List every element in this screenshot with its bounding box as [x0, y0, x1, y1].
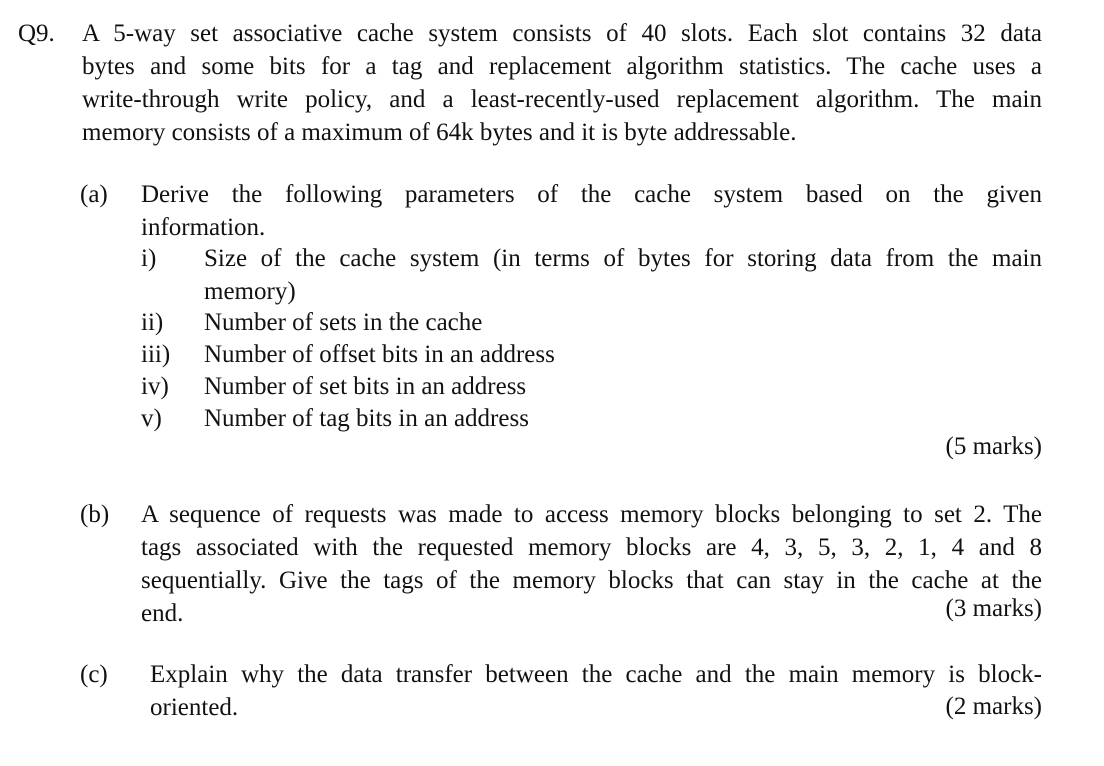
item-iv-label: iv) — [141, 373, 169, 400]
part-a-line: Derive the following parameters of the cache system based on the given — [141, 181, 1042, 208]
item-iii-text: Number of offset bits in an address — [204, 341, 555, 368]
part-c-label: (c) — [80, 661, 108, 688]
item-i-line: memory) — [204, 278, 296, 305]
item-iv-text: Number of set bits in an address — [204, 373, 527, 400]
part-b-line: sequentially. Give the tags of the memory blocks that can stay in the cache at the — [141, 567, 1042, 594]
item-i-text — [204, 242, 1042, 308]
item-i-line: Size of the cache system (in terms of bytes for storing data from the main — [204, 245, 1042, 272]
part-a-line: information. — [141, 214, 266, 241]
part-c-text — [150, 658, 1042, 724]
part-b-marks: (3 marks) — [945, 595, 1042, 622]
stem-line: write-through write policy, and a least-recently-used replacement algorithm. The main — [82, 86, 1042, 113]
part-b-label: (b) — [80, 501, 110, 528]
question-number: Q9. — [18, 20, 55, 47]
stem-line: A 5-way set associative cache system consists of 40 slots. Each slot contains 32 data — [82, 20, 1042, 47]
part-b-line: A sequence of requests was made to access memory blocks belonging to set 2. The — [141, 501, 1042, 528]
item-ii-label: ii) — [141, 309, 164, 336]
part-c-line: Explain why the data transfer between the cache and the main memory is block- — [150, 661, 1042, 688]
part-b-text — [141, 498, 1042, 630]
part-b-line: tags associated with the requested memory blocks are 4, 3, 5, 3, 2, 1, 4 and 8 — [141, 534, 1042, 561]
part-c-line: oriented. — [150, 694, 239, 721]
item-i-label: i) — [141, 245, 157, 272]
stem-line: memory consists of a maximum of 64k bytes and it is byte addressable. — [82, 119, 797, 146]
stem-line: bytes and some bits for a tag and replacement algorithm statistics. The cache uses a — [82, 53, 1042, 80]
part-a-prompt — [141, 178, 1042, 244]
part-a-label: (a) — [80, 181, 108, 208]
question-stem — [82, 17, 1042, 149]
part-b-line: end. — [141, 600, 184, 627]
item-ii-text: Number of sets in the cache — [204, 309, 483, 336]
item-v-label: v) — [141, 405, 162, 432]
part-a-marks: (5 marks) — [945, 433, 1042, 460]
item-iii-label: iii) — [141, 341, 171, 368]
part-c-marks: (2 marks) — [945, 693, 1042, 720]
item-v-text: Number of tag bits in an address — [204, 405, 529, 432]
